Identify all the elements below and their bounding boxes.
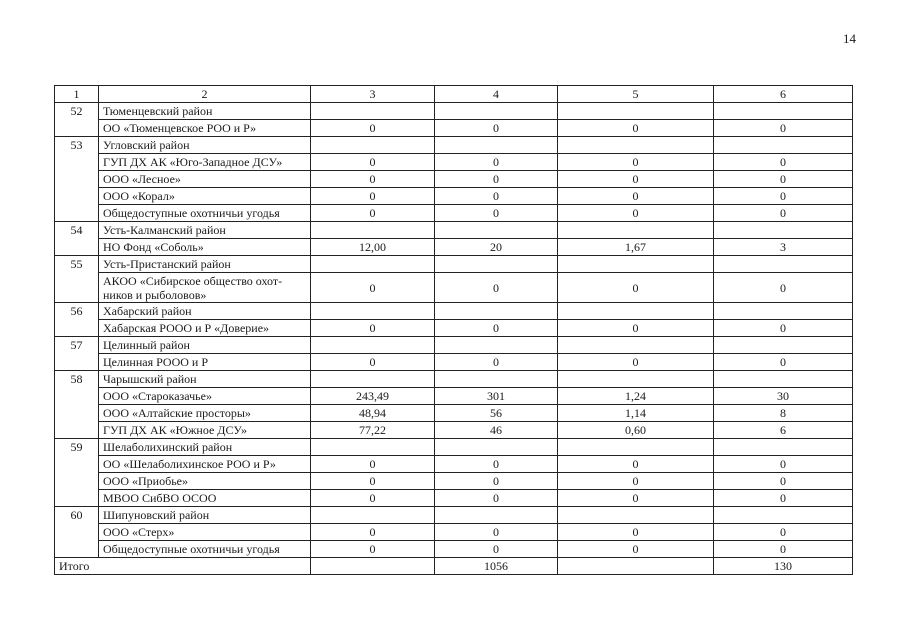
- table-body: [55, 86, 853, 575]
- district-row: [55, 337, 853, 354]
- value-cell-4: 46: [435, 422, 558, 439]
- value-cell-4: 0: [435, 171, 558, 188]
- header-cell-4: 4: [435, 86, 558, 103]
- value-cell-6: 0: [714, 456, 853, 473]
- district-name: Усть-Калманский район: [99, 222, 311, 239]
- empty-cell: [558, 337, 714, 354]
- table-row: [55, 422, 853, 439]
- header-row: [55, 86, 853, 103]
- district-row: [55, 103, 853, 120]
- table-row: [55, 188, 853, 205]
- table-row: [55, 205, 853, 222]
- value-cell-5: 0: [558, 320, 714, 337]
- value-cell-3: 0: [311, 205, 435, 222]
- value-cell-5: 0: [558, 188, 714, 205]
- district-row: [55, 303, 853, 320]
- table-row: [55, 320, 853, 337]
- organization-name: ООО «Корал»: [99, 188, 311, 205]
- value-cell-5: 1,24: [558, 388, 714, 405]
- table-row: [55, 524, 853, 541]
- value-cell-6: 0: [714, 473, 853, 490]
- total-row: [55, 558, 853, 575]
- value-cell-4: 20: [435, 239, 558, 256]
- organization-name: ООО «Староказачье»: [99, 388, 311, 405]
- value-cell-4: 0: [435, 205, 558, 222]
- value-cell-4: 56: [435, 405, 558, 422]
- district-row: [55, 256, 853, 273]
- value-cell-5: 1,14: [558, 405, 714, 422]
- empty-cell: [714, 371, 853, 388]
- row-number: 52: [55, 103, 99, 137]
- value-cell-6: 0: [714, 171, 853, 188]
- organization-name: ОО «Тюменцевское РОО и Р»: [99, 120, 311, 137]
- value-cell-5: 0: [558, 171, 714, 188]
- district-name: Усть-Пристанский район: [99, 256, 311, 273]
- value-cell-6: 30: [714, 388, 853, 405]
- table-row: [55, 490, 853, 507]
- table-row: [55, 388, 853, 405]
- table-row: [55, 171, 853, 188]
- value-cell-6: 0: [714, 154, 853, 171]
- value-cell-5: 0: [558, 473, 714, 490]
- value-cell-4: 0: [435, 456, 558, 473]
- empty-cell: [435, 137, 558, 154]
- empty-cell: [311, 222, 435, 239]
- value-cell-3: 0: [311, 541, 435, 558]
- value-cell-4: 0: [435, 154, 558, 171]
- row-number: 54: [55, 222, 99, 256]
- value-cell-3: 0: [311, 456, 435, 473]
- total-label: Итого: [55, 558, 311, 575]
- value-cell-3: 0: [311, 320, 435, 337]
- district-row: [55, 439, 853, 456]
- value-cell-6: 0: [714, 120, 853, 137]
- organization-name: ООО «Алтайские просторы»: [99, 405, 311, 422]
- row-number: 57: [55, 337, 99, 371]
- table-row: [55, 405, 853, 422]
- empty-cell: [558, 303, 714, 320]
- district-name: Хабарский район: [99, 303, 311, 320]
- empty-cell: [558, 222, 714, 239]
- page-number: 14: [843, 31, 856, 46]
- empty-cell: [558, 256, 714, 273]
- district-row: [55, 371, 853, 388]
- organization-name: Целинная РООО и Р: [99, 354, 311, 371]
- organization-name: АКОО «Сибирское общество охот-ников и рыболовов»: [99, 273, 311, 303]
- value-cell-3: 0: [311, 354, 435, 371]
- value-cell-3: 0: [311, 171, 435, 188]
- empty-cell: [714, 303, 853, 320]
- table-row: [55, 354, 853, 371]
- value-cell-6: 0: [714, 273, 853, 303]
- empty-cell: [435, 256, 558, 273]
- organization-name: ООО «Стерх»: [99, 524, 311, 541]
- value-cell-5: 0,60: [558, 422, 714, 439]
- empty-cell: [714, 337, 853, 354]
- empty-cell: [714, 439, 853, 456]
- value-cell-6: 0: [714, 188, 853, 205]
- empty-cell: [435, 507, 558, 524]
- header-cell-5: 5: [558, 86, 714, 103]
- value-cell-3: 48,94: [311, 405, 435, 422]
- empty-cell: [311, 103, 435, 120]
- value-cell-4: 301: [435, 388, 558, 405]
- empty-cell: [435, 222, 558, 239]
- empty-cell: [311, 371, 435, 388]
- empty-cell: [558, 137, 714, 154]
- value-cell-6: 8: [714, 405, 853, 422]
- table-row: [55, 541, 853, 558]
- value-cell-3: 0: [311, 473, 435, 490]
- district-row: [55, 137, 853, 154]
- data-table: [54, 85, 853, 575]
- empty-cell: [558, 371, 714, 388]
- value-cell-5: 0: [558, 490, 714, 507]
- organization-name: Общедоступные охотничьи угодья: [99, 205, 311, 222]
- value-cell-6: 0: [714, 205, 853, 222]
- district-row: [55, 507, 853, 524]
- header-cell-6: 6: [714, 86, 853, 103]
- value-cell-6: 0: [714, 490, 853, 507]
- value-cell-3: 77,22: [311, 422, 435, 439]
- value-cell-5: 0: [558, 273, 714, 303]
- value-cell-5: 0: [558, 524, 714, 541]
- value-cell-5: 0: [558, 354, 714, 371]
- total-value-5: [558, 558, 714, 575]
- value-cell-3: 243,49: [311, 388, 435, 405]
- value-cell-3: 0: [311, 154, 435, 171]
- value-cell-6: 0: [714, 354, 853, 371]
- district-name: Тюменцевский район: [99, 103, 311, 120]
- row-number: 53: [55, 137, 99, 222]
- empty-cell: [558, 103, 714, 120]
- total-value-6: 130: [714, 558, 853, 575]
- table-row: [55, 456, 853, 473]
- empty-cell: [714, 137, 853, 154]
- organization-name: ООО «Приобье»: [99, 473, 311, 490]
- row-number: 55: [55, 256, 99, 303]
- value-cell-3: 0: [311, 120, 435, 137]
- organization-name: Общедоступные охотничьи угодья: [99, 541, 311, 558]
- value-cell-4: 0: [435, 120, 558, 137]
- value-cell-5: 0: [558, 205, 714, 222]
- row-number: 60: [55, 507, 99, 558]
- district-name: Чарышский район: [99, 371, 311, 388]
- empty-cell: [714, 103, 853, 120]
- table-row: [55, 120, 853, 137]
- empty-cell: [435, 303, 558, 320]
- value-cell-3: 0: [311, 490, 435, 507]
- empty-cell: [714, 256, 853, 273]
- table-row: [55, 273, 853, 303]
- row-number: 59: [55, 439, 99, 507]
- district-row: [55, 222, 853, 239]
- empty-cell: [311, 137, 435, 154]
- value-cell-3: 0: [311, 524, 435, 541]
- value-cell-4: 0: [435, 188, 558, 205]
- total-value-4: 1056: [435, 558, 558, 575]
- empty-cell: [714, 507, 853, 524]
- value-cell-6: 6: [714, 422, 853, 439]
- value-cell-4: 0: [435, 524, 558, 541]
- total-value-3: [311, 558, 435, 575]
- empty-cell: [435, 371, 558, 388]
- header-cell-3: 3: [311, 86, 435, 103]
- organization-name: МВОО СибВО ОСОО: [99, 490, 311, 507]
- organization-name: ГУП ДХ АК «Южное ДСУ»: [99, 422, 311, 439]
- organization-name: ОО «Шелаболихинское РОО и Р»: [99, 456, 311, 473]
- value-cell-4: 0: [435, 320, 558, 337]
- empty-cell: [311, 303, 435, 320]
- empty-cell: [311, 439, 435, 456]
- value-cell-6: 3: [714, 239, 853, 256]
- empty-cell: [435, 439, 558, 456]
- header-cell-2: 2: [99, 86, 311, 103]
- empty-cell: [558, 507, 714, 524]
- value-cell-6: 0: [714, 524, 853, 541]
- empty-cell: [311, 337, 435, 354]
- value-cell-6: 0: [714, 541, 853, 558]
- value-cell-4: 0: [435, 473, 558, 490]
- empty-cell: [311, 256, 435, 273]
- row-number: 56: [55, 303, 99, 337]
- value-cell-5: 0: [558, 456, 714, 473]
- value-cell-4: 0: [435, 490, 558, 507]
- table-row: [55, 473, 853, 490]
- organization-name: ГУП ДХ АК «Юго-Западное ДСУ»: [99, 154, 311, 171]
- value-cell-5: 0: [558, 154, 714, 171]
- value-cell-4: 0: [435, 354, 558, 371]
- organization-name: Хабарская РООО и Р «Доверие»: [99, 320, 311, 337]
- value-cell-4: 0: [435, 541, 558, 558]
- row-number: 58: [55, 371, 99, 439]
- empty-cell: [714, 222, 853, 239]
- value-cell-3: 12,00: [311, 239, 435, 256]
- value-cell-3: 0: [311, 188, 435, 205]
- empty-cell: [311, 507, 435, 524]
- value-cell-3: 0: [311, 273, 435, 303]
- district-name: Угловский район: [99, 137, 311, 154]
- table-row: [55, 239, 853, 256]
- empty-cell: [435, 103, 558, 120]
- district-name: Шипуновский район: [99, 507, 311, 524]
- value-cell-5: 1,67: [558, 239, 714, 256]
- district-name: Шелаболихинский район: [99, 439, 311, 456]
- value-cell-4: 0: [435, 273, 558, 303]
- empty-cell: [558, 439, 714, 456]
- organization-name: ООО «Лесное»: [99, 171, 311, 188]
- value-cell-6: 0: [714, 320, 853, 337]
- empty-cell: [435, 337, 558, 354]
- district-name: Целинный район: [99, 337, 311, 354]
- value-cell-5: 0: [558, 120, 714, 137]
- value-cell-5: 0: [558, 541, 714, 558]
- organization-name: НО Фонд «Соболь»: [99, 239, 311, 256]
- header-cell-1: 1: [55, 86, 99, 103]
- table-row: [55, 154, 853, 171]
